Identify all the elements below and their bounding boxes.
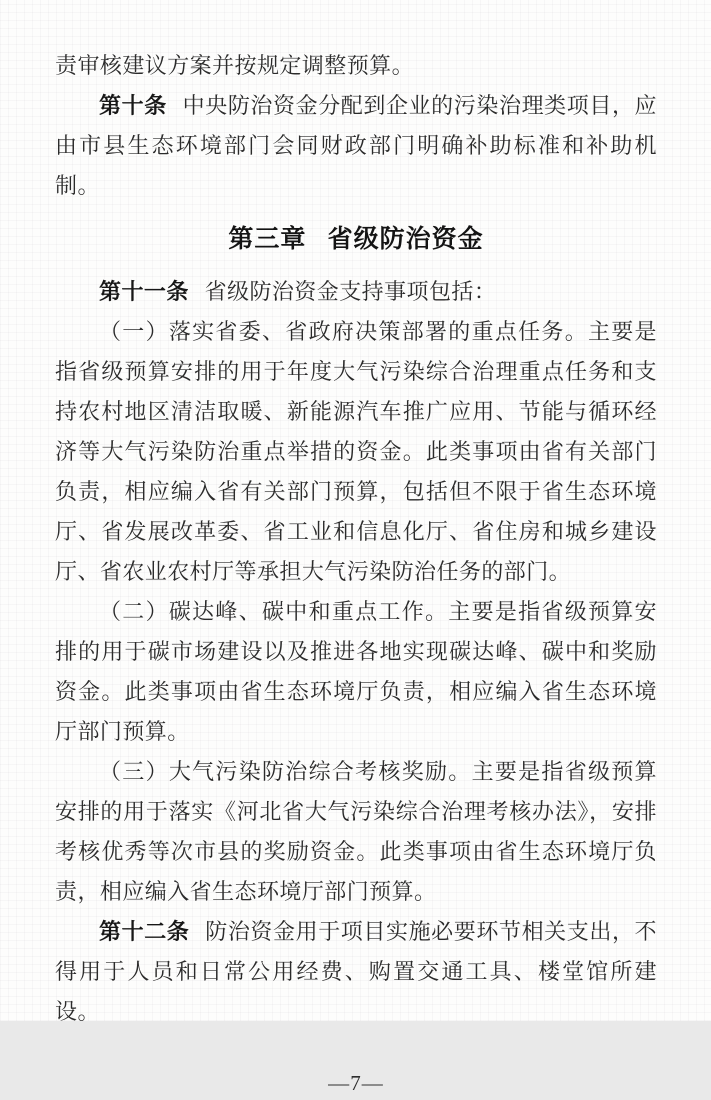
article-10-text: 中央防治资金分配到企业的污染治理类项目，应由市县生态环境部门会同财政部门明确补助标准和补助机制。: [55, 93, 657, 198]
article-10-number: 第十条: [99, 93, 167, 118]
article-12-paragraph: [55, 912, 657, 1032]
article-12-text: 防治资金用于项目实施必要环节相关支出，不得用于人员和日常公用经费、购置交通工具、楼堂馆所建设。: [55, 919, 657, 1024]
paragraph-continuation: 责审核建议方案并按规定调整预算。: [55, 53, 415, 78]
list-item-3: （三）大气污染防治综合考核奖励。主要是指省级预算安排的用于落实《河北省大气污染综合治理考核办法》，安排考核优秀等次市县的奖励资金。此类事项由省生态环境厅负责，相应编入省生态环境厅部门预算。: [55, 759, 657, 904]
chapter-number: 第三章: [228, 225, 307, 253]
article-12-number: 第十二条: [99, 919, 190, 944]
article-11-text: 省级防治资金支持事项包括：: [204, 279, 497, 304]
article-11-number: 第十一条: [99, 279, 189, 304]
article-11-paragraph: [55, 272, 657, 312]
chapter-heading: [55, 219, 657, 259]
page-number: —7—: [328, 1071, 384, 1095]
list-item-1: （一）落实省委、省政府决策部署的重点任务。主要是指省级预算安排的用于年度大气污染综合治理重点任务和支持农村地区清洁取暖、新能源汽车推广应用、节能与循环经济等大气污染防治重点举措的资金。此类事项由省有关部门负责，相应编入省有关部门预算，包括但不限于省生态环境厅、省发展改革委、省工业和信息化厅、省住房和城乡建设厅、省农业农村厅等承担大气污染防治任务的部门。: [55, 319, 657, 584]
list-item-2: （二）碳达峰、碳中和重点工作。主要是指省级预算安排的用于碳市场建设以及推进各地实现碳达峰、碳中和奖励资金。此类事项由省生态环境厅负责，相应编入省生态环境厅部门预算。: [55, 599, 657, 744]
article-10-paragraph: [55, 86, 657, 206]
chapter-title: 省级防治资金: [327, 225, 484, 253]
